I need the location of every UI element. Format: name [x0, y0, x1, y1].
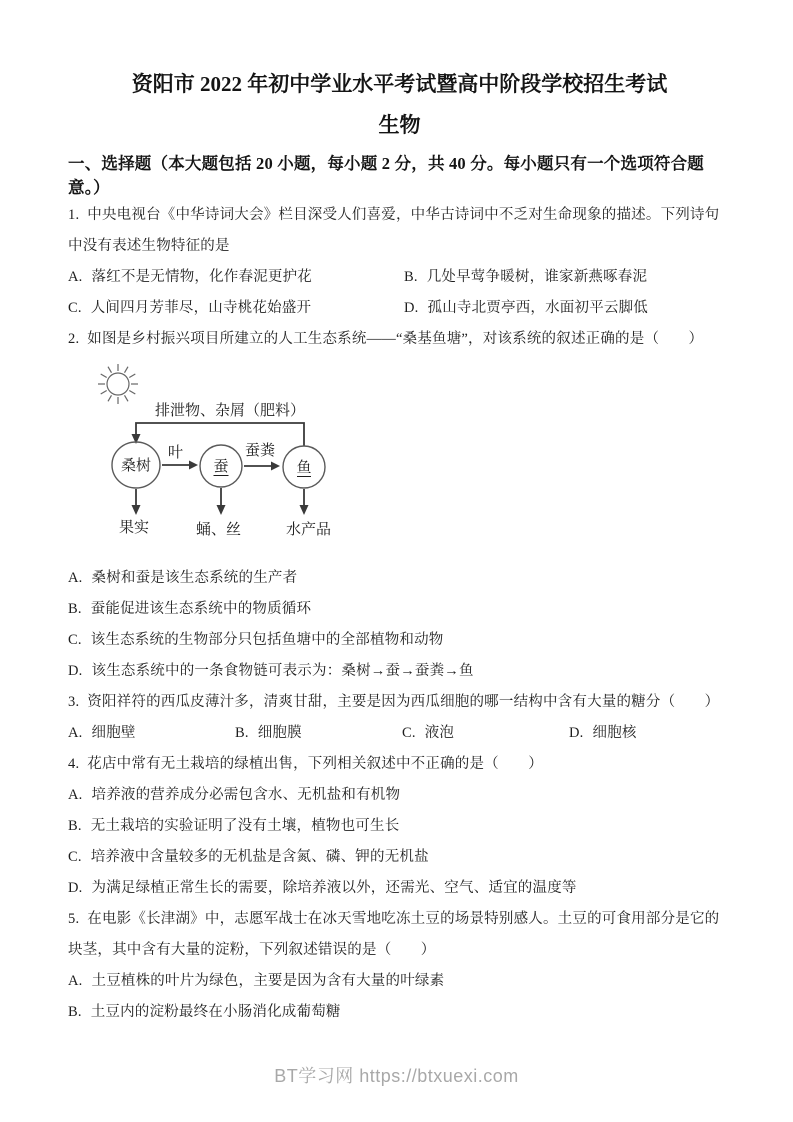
- arrow-silkworm-to-pupa-head: [217, 505, 226, 515]
- option-5b: [68, 997, 731, 1028]
- option-4d: [68, 873, 731, 904]
- option-4b: [68, 811, 731, 842]
- question-3-text: 资阳祥符的西瓜皮薄汁多，清爽甘甜，主要是因为西瓜细胞的哪一结构中含有大量的糖分（ ）: [87, 694, 720, 710]
- option-3c-label: C.: [402, 725, 416, 741]
- option-5a: [68, 966, 731, 997]
- footer-watermark: BT学习网 https://btxuexi.com: [274, 1066, 519, 1086]
- output-fruit-label: 果实: [119, 520, 150, 536]
- option-4a-text: 培养液的营养成分必需包含水、无机盐和有机物: [91, 787, 401, 803]
- option-2c: [68, 625, 731, 656]
- question-5-text: 在电影《长津湖》中，志愿军战士在冰天雪地吃冻土豆的场景特别感人。土豆的可食用部分是它的块茎，其中含有大量的淀粉，下列叙述错误的是（ ）: [68, 911, 720, 958]
- option-2c-text: 该生态系统的生物部分只包括鱼塘中的全部植物和动物: [90, 632, 444, 648]
- question-4-number: 4.: [68, 756, 80, 772]
- option-1d-text: 孤山寺北贾亭西，水面初平云脚低: [427, 300, 648, 316]
- option-3a: [68, 718, 235, 749]
- question-3-stem: [68, 687, 731, 718]
- option-3d-text: 细胞核: [592, 725, 637, 741]
- node-mulberry-label: 桑树: [120, 458, 152, 474]
- option-4b-label: B.: [68, 818, 82, 834]
- question-2-text: 如图是乡村振兴项目所建立的人工生态系统——“桑基鱼塘”，对该系统的叙述正确的是（ ）: [87, 331, 704, 347]
- arrow-fish-to-products-head: [300, 505, 309, 515]
- option-3a-label: A.: [68, 725, 83, 741]
- question-2-number: 2.: [68, 331, 80, 347]
- recycle-arrow: [136, 423, 304, 446]
- option-4c-text: 培养液中含量较多的无机盐是含氮、磷、钾的无机盐: [90, 849, 429, 865]
- node-fish-label: 鱼: [296, 460, 312, 476]
- option-4a-label: A.: [68, 787, 83, 803]
- option-1a: [68, 262, 404, 293]
- section-heading: 一、选择题（本大题包括 20 小题，每小题 2 分，共 40 分。每小题只有一个选项符合题意。）: [68, 154, 704, 197]
- question-4-text: 花店中常有无土栽培的绿植出售，下列相关叙述中不正确的是（ ）: [87, 756, 543, 772]
- option-2a: [68, 563, 731, 594]
- option-1b-text: 几处早莺争暖树，谁家新燕啄春泥: [426, 269, 648, 285]
- option-5a-label: A.: [68, 973, 83, 989]
- option-4c: [68, 842, 731, 873]
- option-3d-label: D.: [569, 725, 584, 741]
- option-5a-text: 土豆植株的叶片为绿色，主要是因为含有大量的叶绿素: [91, 973, 445, 989]
- question-1-stem: [68, 200, 731, 262]
- question-5-number: 5.: [68, 911, 80, 927]
- node-silkworm-label: 蚕: [213, 459, 229, 475]
- option-3c: [402, 718, 569, 749]
- option-4c-label: C.: [68, 849, 82, 865]
- option-1d-label: D.: [404, 300, 419, 316]
- option-4b-text: 无土栽培的实验证明了没有土壤，植物也可生长: [90, 818, 400, 834]
- option-3d: [569, 725, 637, 741]
- option-4a: [68, 780, 731, 811]
- option-2a-text: 桑树和蚕是该生态系统的生产者: [91, 570, 298, 586]
- option-1a-text: 落红不是无情物，化作春泥更护花: [91, 269, 312, 285]
- arrow-mulberry-to-fruit-head: [132, 505, 141, 515]
- ecosystem-diagram: [94, 357, 731, 563]
- option-4d-label: D.: [68, 880, 83, 896]
- option-3b-text: 细胞膜: [257, 725, 302, 741]
- option-2d-text: 该生态系统中的一条食物链可表示为：桑树→蚕→蚕粪→鱼: [91, 663, 474, 679]
- arrow-silkworm-to-fish-head: [271, 462, 280, 471]
- option-1c-text: 人间四月芳菲尽，山寺桃花始盛开: [90, 300, 312, 316]
- option-2c-label: C.: [68, 632, 82, 648]
- subject-title: 生物: [378, 113, 421, 137]
- option-1c: [68, 293, 404, 324]
- option-4d-text: 为满足绿植正常生长的需要，除培养液以外，还需光、空气、适宜的温度等: [91, 880, 577, 896]
- output-aquatic-label: 水产品: [286, 522, 332, 538]
- option-2a-label: A.: [68, 570, 83, 586]
- option-3c-text: 液泡: [424, 725, 455, 741]
- diagram-top-label: 排泄物、杂屑（肥料）: [155, 403, 306, 419]
- option-1d: [404, 300, 648, 316]
- page-title: 资阳市 2022 年初中学业水平考试暨高中阶段学校招生考试: [131, 72, 668, 96]
- option-1b: [404, 269, 647, 285]
- arrow-mulberry-to-silkworm-head: [189, 461, 198, 470]
- question-3-options-row: [68, 718, 731, 749]
- edge-feces-label: 蚕粪: [245, 443, 276, 459]
- option-2d: [68, 656, 731, 687]
- question-1-options-row-2: [68, 293, 731, 324]
- question-1-number: 1.: [68, 207, 80, 223]
- question-2-stem: [68, 324, 731, 355]
- option-1a-label: A.: [68, 269, 83, 285]
- option-2b: [68, 594, 731, 625]
- option-2d-label: D.: [68, 663, 83, 679]
- option-1c-label: C.: [68, 300, 82, 316]
- question-1-text: 中央电视台《中华诗词大会》栏目深受人们喜爱，中华古诗词中不乏对生命现象的描述。下列诗句中没有表述生物特征的是: [68, 207, 720, 254]
- edge-leaf-label: 叶: [168, 445, 184, 461]
- option-2b-label: B.: [68, 601, 82, 617]
- question-3-number: 3.: [68, 694, 80, 710]
- question-1-options-row-1: [68, 262, 731, 293]
- option-5b-text: 土豆内的淀粉最终在小肠消化成葡萄糖: [90, 1004, 341, 1020]
- question-4-stem: [68, 749, 731, 780]
- option-2b-text: 蚕能促进该生态系统中的物质循环: [90, 601, 312, 617]
- option-3a-text: 细胞壁: [91, 725, 136, 741]
- option-1b-label: B.: [404, 269, 418, 285]
- option-5b-label: B.: [68, 1004, 82, 1020]
- option-3b-label: B.: [235, 725, 249, 741]
- question-5-stem: [68, 904, 731, 966]
- sun-icon: [98, 364, 138, 404]
- option-3b: [235, 718, 402, 749]
- output-pupa-silk-label: 蛹、丝: [196, 522, 242, 538]
